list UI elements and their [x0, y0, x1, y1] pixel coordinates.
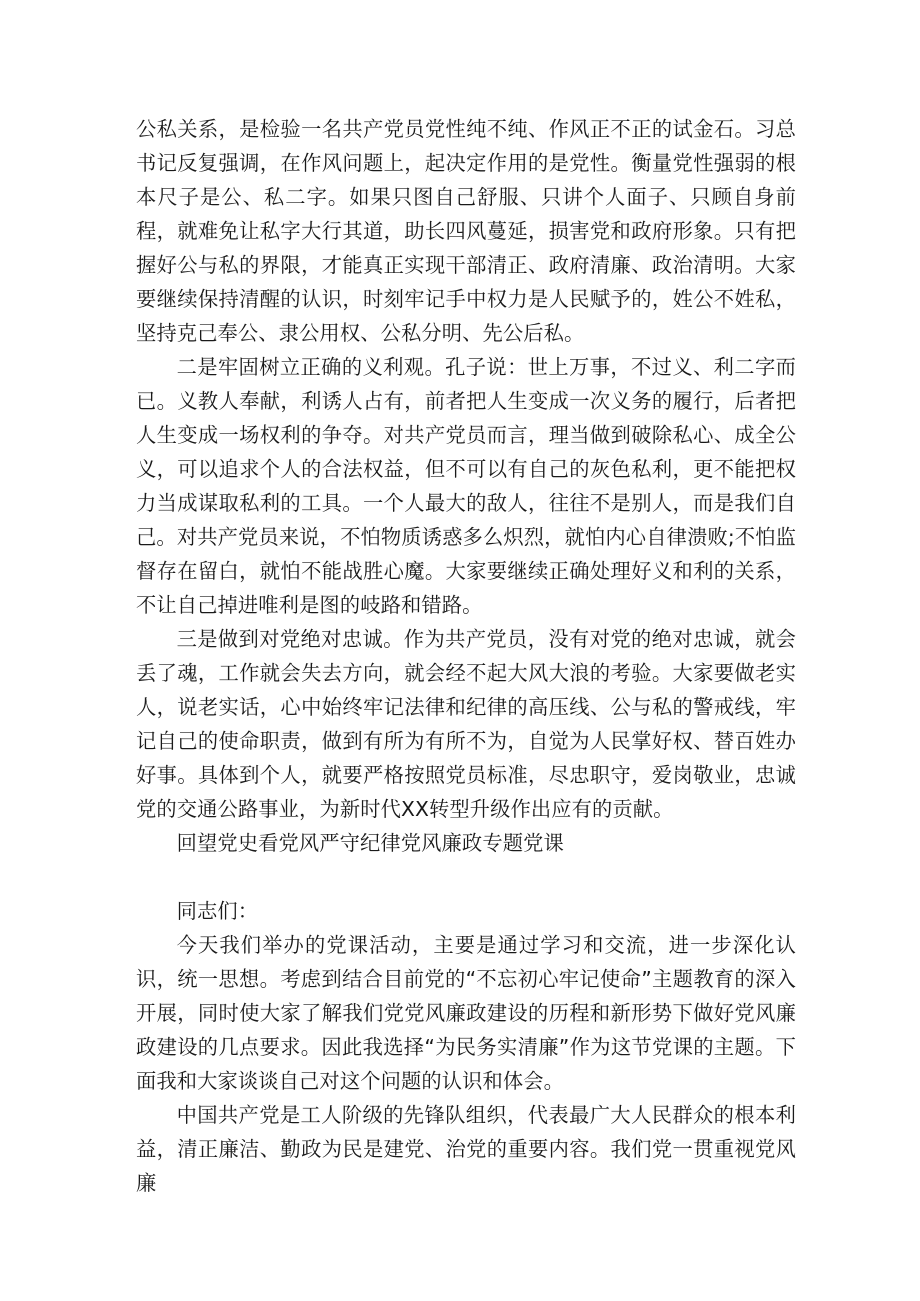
paragraph-righteousness-profit: 二是牢固树立正确的义利观。孔子说：世上万事，不过义、利二字而已。义教人奉献，利诱人占有，前者把人生变成一次义务的履行，后者把人生变成一场权利的争夺。对共产党员而言，理当做到破除私心、成全公义，可以追求个人的合法权益，但不可以有自己的灰色私利，更不能把权力当成谋取私利的工具。一个人最大的敌人，往往不是别人，而是我们自己。对共产党员来说，不怕物质诱惑多么炽烈，就怕内心自律溃败;不怕监督存在留白，就怕不能战胜心魔。大家要继续正确处理好义和利的关系，不让自己掉进唯利是图的岐路和错路。 — [136, 355, 796, 617]
paragraph-loyalty: 三是做到对党绝对忠诚。作为共产党员，没有对党的绝对忠诚，就会丢了魂，工作就会失去方向，就会经不起大风大浪的考验。大家要做老实人，说老实话，心中始终牢记法律和纪律的高压线、公与私的警戒线，牢记自己的使命职责，做到有所为有所不为，自觉为人民掌好权、替百姓办好事。具体到个人，就要严格按照党员标准，尽忠职守，爱岗敬业，忠诚党的交通公路事业，为新时代XX转型升级作出应有的贡献。 — [136, 627, 796, 821]
section-title: 回望党史看党风严守纪律党风廉政专题党课 — [176, 831, 564, 855]
paragraph-party-overview: 中国共产党是工人阶级的先锋队组织，代表最广大人民群众的根本利益，清正廉洁、勤政为民是建党、治党的重要内容。我们党一贯重视党风廉 — [136, 1103, 796, 1195]
salutation: 同志们： — [176, 899, 259, 923]
paragraph-introduction: 今天我们举办的党课活动，主要是通过学习和交流，进一步深化认识，统一思想。考虑到结合目前党的“不忘初心牢记使命”主题教育的深入开展，同时使大家了解我们党党风廉政建设的历程和新形势下做好党风廉政建设的几点要求。因此我选择“为民务实清廉”作为这节党课的主题。下面我和大家谈谈自己对这个问题的认识和体会。 — [136, 933, 796, 1093]
document-page — [136, 112, 796, 1200]
blank-line — [136, 860, 796, 894]
paragraph-public-private: 公私关系，是检验一名共产党员党性纯不纯、作风正不正的试金石。习总书记反复强调，在作风问题上，起决定作用的是党性。衡量党性强弱的根本尺子是公、私二字。如果只图自己舒服、只讲个人面子、只顾自身前程，就难免让私字大行其道，助长四风蔓延，损害党和政府形象。只有把握好公与私的界限，才能真正实现干部清正、政府清廉、政治清明。大家要继续保持清醒的认识，时刻牢记手中权力是人民赋予的，姓公不姓私，坚持克己奉公、隶公用权、公私分明、先公后私。 — [136, 117, 796, 345]
